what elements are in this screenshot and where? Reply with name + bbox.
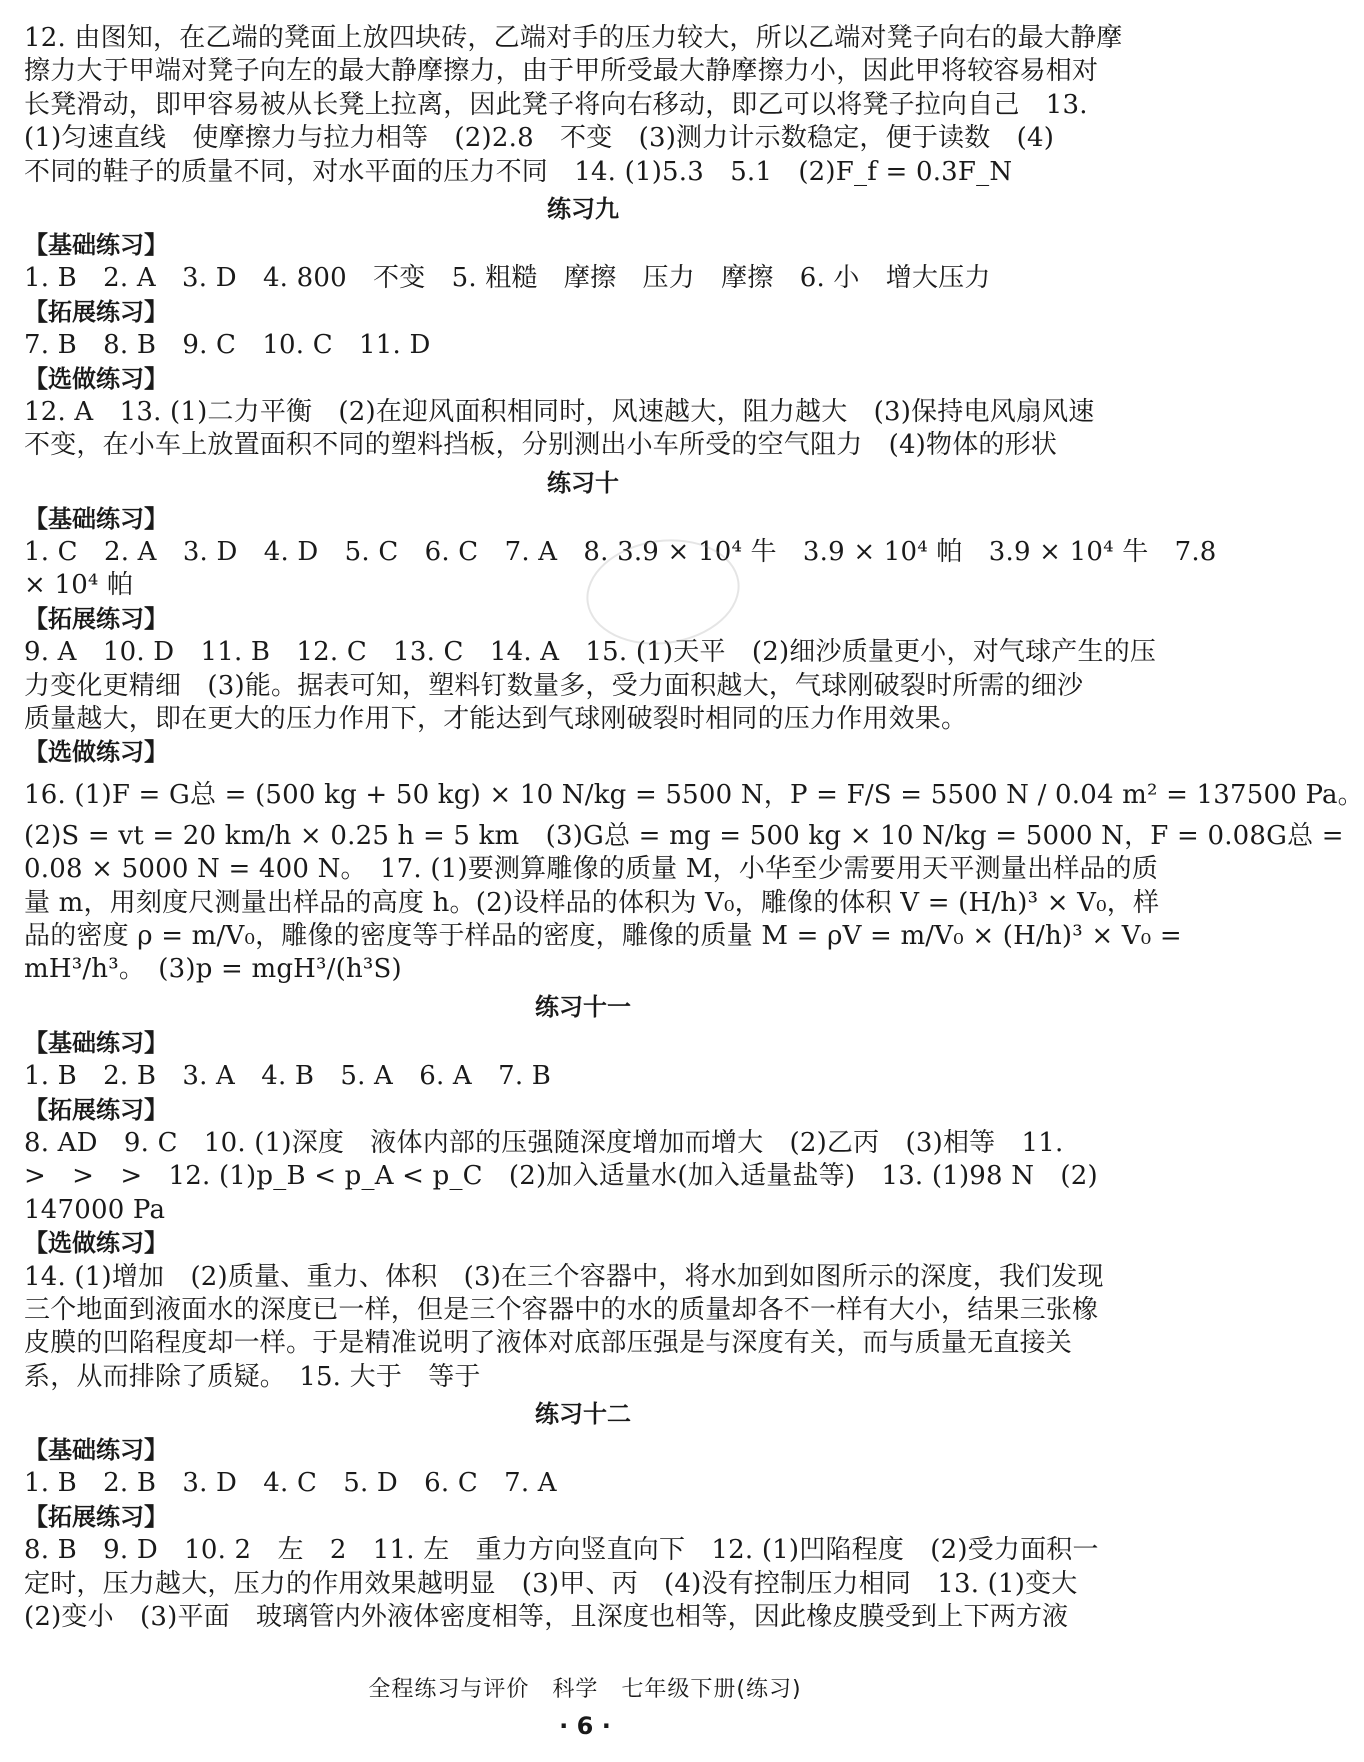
text-line: mH³/h³。 (3)p = mgH³/(h³S) (24, 954, 402, 985)
subsection-label: 【拓展练习】 (24, 1502, 168, 1531)
subsection-label: 【选做练习】 (24, 364, 168, 393)
text-line: 8. AD 9. C 10. (1)深度 液体内部的压强随深度增加而增大 (2)乙丙 (3)相等 11. (24, 1127, 1064, 1158)
text-line: 8. B 9. D 10. 2 左 2 11. 左 重力方向竖直向下 12. (1)凹陷程度 (2)受力面积一 (24, 1535, 1099, 1566)
text-line: 1. B 2. B 3. A 4. B 5. A 6. A 7. B (24, 1061, 552, 1092)
book-footer: 全程练习与评价 科学 七年级下册(练习) (368, 1677, 802, 1702)
text-line: 7. B 8. B 9. C 10. C 11. D (24, 330, 431, 361)
subsection-label: 【选做练习】 (24, 738, 168, 767)
text-line: 14. (1)增加 (2)质量、重力、体积 (3)在三个容器中，将水加到如图所示的深度，我们发现 (24, 1261, 1104, 1292)
text-line: (2)S = vt = 20 km/h × 0.25 h = 5 km (3)G总 = mg = 500 kg × 10 N/kg = 5000 N，F = 0.08G总 = (24, 820, 1344, 851)
text-line: 长凳滑动，即甲容易被从长凳上拉离，因此凳子将向右移动，即乙可以将凳子拉向自己 13. (24, 89, 1088, 120)
subsection-label: 【拓展练习】 (24, 604, 168, 633)
text-line: 量 m，用刻度尺测量出样品的高度 h。(2)设样品的体积为 V₀，雕像的体积 V = (H/h)³ × V₀，样 (24, 887, 1160, 918)
text-line: 不同的鞋子的质量不同，对水平面的压力不同 14. (1)5.3 5.1 (2)F_f = 0.3F_N (24, 156, 1013, 187)
subsection-label: 【选做练习】 (24, 1229, 168, 1258)
text-line: 1. B 2. A 3. D 4. 800 不变 5. 粗糙 摩擦 压力 摩擦 6. 小 增大压力 (24, 263, 991, 294)
text-line: 12. 由图知，在乙端的凳面上放四块砖，乙端对手的压力较大，所以乙端对凳子向右的最大静摩 (24, 23, 1123, 53)
text-line: (2)变小 (3)平面 玻璃管内外液体密度相等，且深度也相等，因此橡皮膜受到上下两方液 (24, 1602, 1069, 1633)
subsection-label: 【基础练习】 (24, 230, 168, 259)
text-line: 1. C 2. A 3. D 4. D 5. C 6. C 7. A 8. 3.9 × 10⁴ 牛 3.9 × 10⁴ 帕 3.9 × 10⁴ 牛 7.8 (24, 537, 1217, 568)
text-line: 0.08 × 5000 N = 400 N。 17. (1)要测算雕像的质量 M，小华至少需要用天平测量出样品的质 (24, 854, 1159, 885)
section-title: 练习十 (547, 468, 619, 497)
text-line: 品的密度 ρ = m/V₀，雕像的密度等于样品的密度，雕像的质量 M = ρV = m/V₀ × (H/h)³ × V₀ = (24, 920, 1182, 951)
text-line: 擦力大于甲端对凳子向左的最大静摩擦力，由于甲所受最大静摩擦力小，因此甲将较容易相对 (24, 56, 1099, 87)
text-line: (1)匀速直线 使摩擦力与拉力相等 (2)2.8 不变 (3)测力计示数稳定，便于读数 (4) (24, 123, 1055, 154)
text-line: × 10⁴ 帕 (24, 570, 134, 601)
text-line: 力变化更精细 (3)能。据表可知，塑料钉数量多，受力面积越大，气球刚破裂时所需的细沙 (24, 670, 1084, 701)
text-line: 147000 Pa (24, 1194, 166, 1225)
text-line: 12. A 13. (1)二力平衡 (2)在迎风面积相同时，风速越大，阻力越大 (3)保持电风扇风速 (24, 396, 1095, 427)
text-line: 皮膜的凹陷程度却一样。于是精准说明了液体对底部压强是与深度有关，而与质量无直接关 (24, 1328, 1073, 1359)
section-title: 练习九 (547, 194, 619, 223)
text-line: > > > 12. (1)p_B < p_A < p_C (2)加入适量水(加入适量盐等) 13. (1)98 N (2) (24, 1161, 1098, 1192)
text-line: 1. B 2. B 3. D 4. C 5. D 6. C 7. A (24, 1468, 557, 1499)
section-title: 练习十一 (535, 992, 631, 1021)
formula-line: 16. (1)F = G总 = (500 kg + 50 kg) × 10 N/kg = 5500 N，P = F/S = 5500 N / 0.04 m² = 137500 Pa。 (24, 779, 1364, 810)
text-line: 质量越大，即在更大的压力作用下，才能达到气球刚破裂时相同的压力作用效果。 (24, 704, 968, 735)
text-line: 定时，压力越大，压力的作用效果越明显 (3)甲、丙 (4)没有控制压力相同 13. (1)变大 (24, 1568, 1078, 1599)
subsection-label: 【基础练习】 (24, 504, 168, 533)
subsection-label: 【基础练习】 (24, 1028, 168, 1057)
section-title: 练习十二 (535, 1400, 631, 1429)
text-line: 不变，在小车上放置面积不同的塑料挡板，分别测出小车所受的空气阻力 (4)物体的形状 (24, 430, 1058, 461)
subsection-label: 【拓展练习】 (24, 297, 168, 326)
text-line: 系，从而排除了质疑。 15. 大于 等于 (24, 1361, 481, 1392)
subsection-label: 【基础练习】 (24, 1436, 168, 1465)
text-line: 9. A 10. D 11. B 12. C 13. C 14. A 15. (1)天平 (2)细沙质量更小，对气球产生的压 (24, 637, 1157, 668)
page-number: · 6 · (559, 1712, 611, 1740)
subsection-label: 【拓展练习】 (24, 1095, 168, 1124)
text-line: 三个地面到液面水的深度已一样，但是三个容器中的水的质量却各不一样有大小，结果三张橡 (24, 1294, 1099, 1325)
